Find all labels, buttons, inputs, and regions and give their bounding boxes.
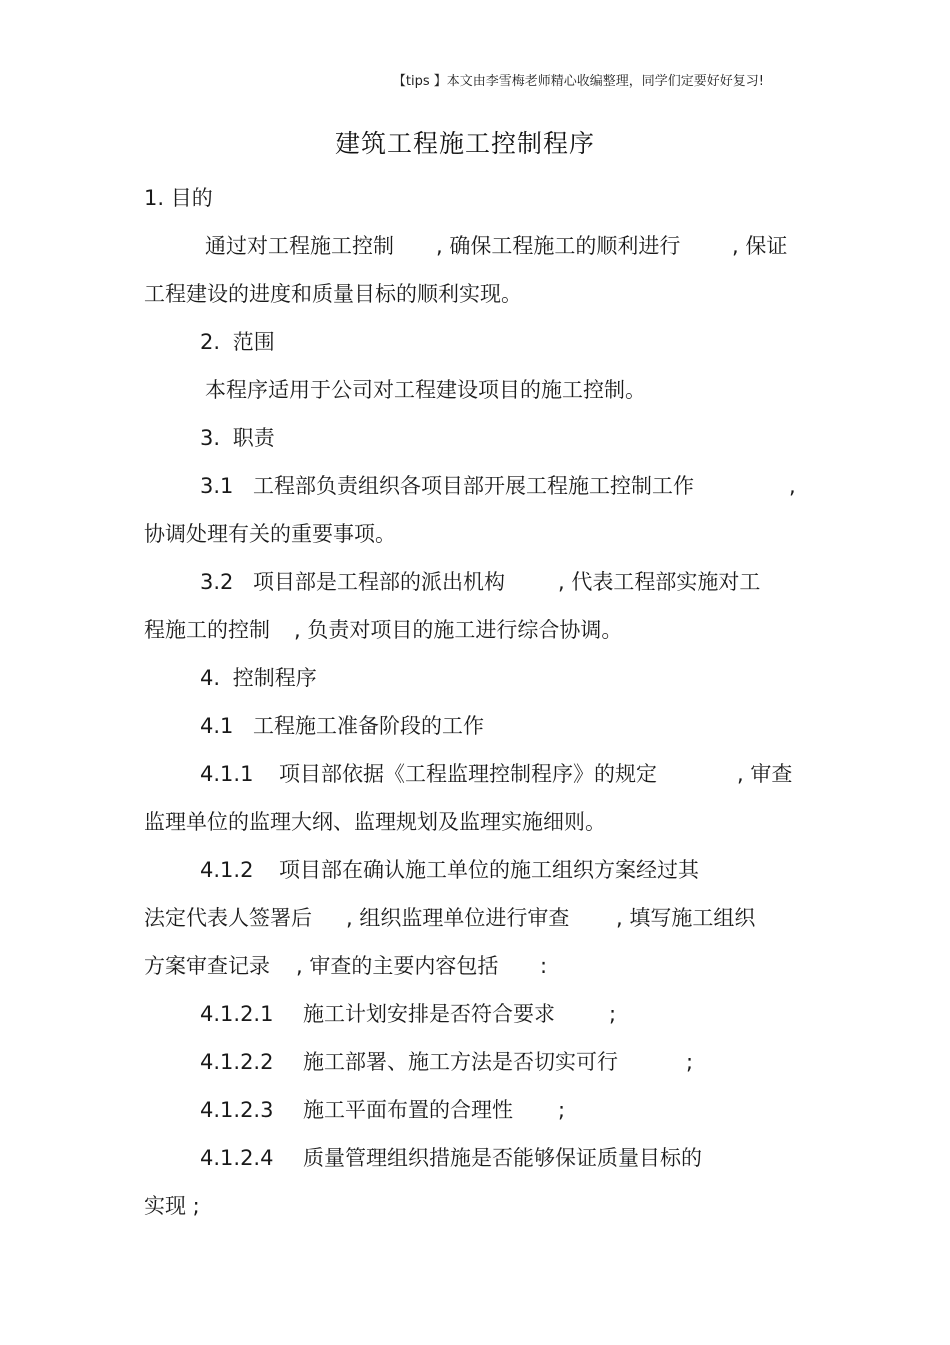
item-number: 3.2: [200, 570, 234, 594]
line-text: 项目部在确认施工单位的施工组织方案经过其: [279, 858, 699, 882]
line-text: 通过对工程施工控制: [205, 234, 394, 258]
item-number: 4.1.1: [200, 762, 254, 786]
line-text: 施工部署、施工方法是否切实可行: [303, 1050, 618, 1074]
line-text: 方案审查记录: [144, 954, 270, 978]
paragraph-line: [144, 808, 606, 836]
item-number: 4.1.2.2: [200, 1050, 274, 1074]
line-text: , 填写施工组织: [616, 906, 756, 930]
line-text: 程施工的控制: [144, 618, 270, 642]
item-number: 4.1.2.1: [200, 1002, 274, 1026]
line-text: , 审查的主要内容包括: [296, 954, 499, 978]
document-title: 建筑工程施工控制程序: [334, 129, 595, 158]
line-text: , 确保工程施工的顺利进行: [436, 234, 681, 258]
line-text: 施工计划安排是否符合要求: [303, 1002, 555, 1026]
section-number: 3.: [200, 426, 221, 450]
section-title: 目的: [170, 186, 213, 210]
paragraph-line: [144, 280, 522, 308]
item-number: 4.1.2.4: [200, 1146, 274, 1170]
line-text: ;: [609, 1002, 617, 1026]
line-text: 工程施工准备阶段的工作: [253, 714, 484, 738]
section-title: 范围: [232, 330, 275, 354]
section-heading: [144, 184, 213, 212]
section-heading: [200, 424, 275, 452]
line-text: ;: [686, 1050, 694, 1074]
line-text: 法定代表人签署后: [144, 906, 312, 930]
item-number: 4.1.2.3: [200, 1098, 274, 1122]
line-text: , 组织监理单位进行审查: [346, 906, 570, 930]
line-text: 质量管理组织措施是否能够保证质量目标的: [303, 1146, 702, 1170]
section-number: 4.: [200, 666, 221, 690]
line-text: , 负责对项目的施工进行综合协调。: [294, 618, 623, 642]
section-number: 2.: [200, 330, 221, 354]
line-text: 项目部是工程部的派出机构: [253, 570, 505, 594]
section-number: 1.: [144, 186, 165, 210]
section-title: 职责: [232, 426, 275, 450]
section-heading: [200, 328, 275, 356]
line-text: 监理单位的监理大纲、监理规划及监理实施细则。: [144, 810, 606, 834]
line-text: , 审查: [737, 762, 793, 786]
line-text: ,: [789, 474, 796, 498]
paragraph-line: [144, 1192, 200, 1220]
paragraph-line: [205, 376, 646, 404]
item-number: 4.1.2: [200, 858, 254, 882]
section-heading: [200, 664, 317, 692]
line-text: 工程建设的进度和质量目标的顺利实现。: [144, 282, 522, 306]
line-text: , 保证: [732, 234, 788, 258]
section-title: 控制程序: [232, 666, 317, 690]
line-text: 本程序适用于公司对工程建设项目的施工控制。: [205, 378, 646, 402]
header-note: 【tips 】本文由李雪梅老师精心收编整理，同学们定要好好复习!: [392, 74, 764, 89]
line-text: ;: [558, 1098, 566, 1122]
line-text: 实现 ;: [144, 1194, 200, 1218]
item-number: 3.1: [200, 474, 234, 498]
item-number: 4.1: [200, 714, 234, 738]
line-text: 施工平面布置的合理性: [303, 1098, 513, 1122]
line-text: 项目部依据《工程监理控制程序》的规定: [279, 762, 657, 786]
line-text: 工程部负责组织各项目部开展工程施工控制工作: [253, 474, 694, 498]
paragraph-line: [144, 520, 396, 548]
line-text: , 代表工程部实施对工: [558, 570, 761, 594]
line-text: :: [540, 954, 548, 978]
line-text: 协调处理有关的重要事项。: [144, 522, 396, 546]
